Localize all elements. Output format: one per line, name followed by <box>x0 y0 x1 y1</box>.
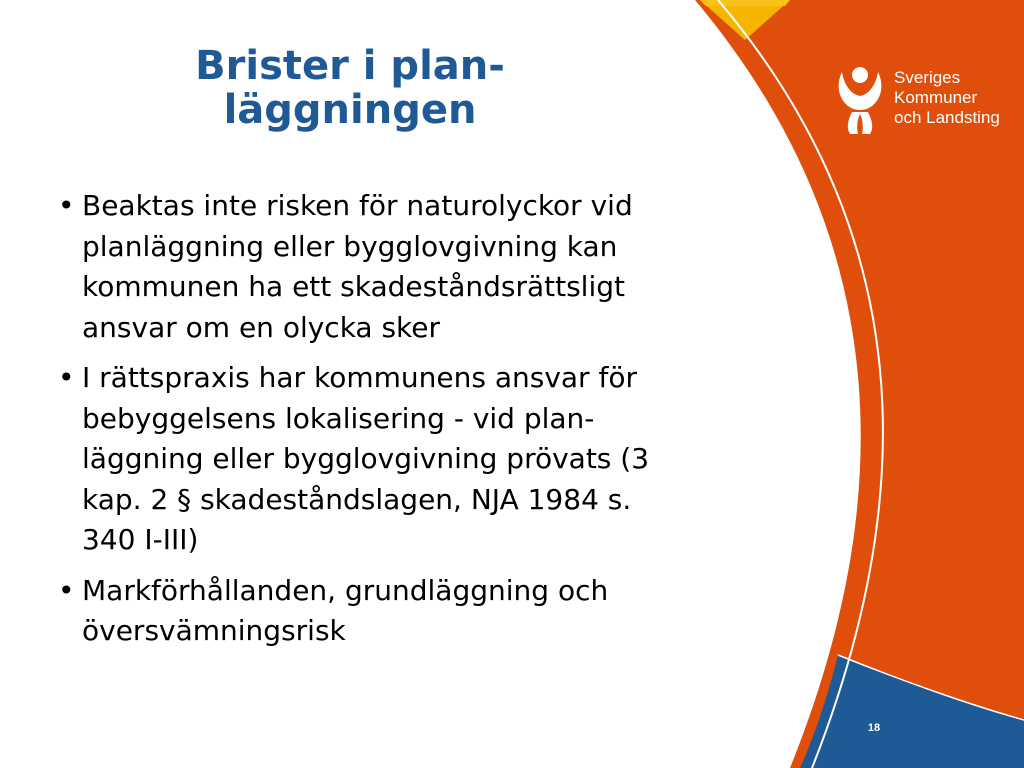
skl-emblem-icon <box>832 62 888 138</box>
bullet-text-line: planläggning eller bygglovgivning kan <box>82 229 618 263</box>
bullet-text-line: Beaktas inte risken för naturolyckor vid <box>82 189 633 222</box>
bullet-dot: • <box>58 361 75 394</box>
logo-text-line: Sveriges <box>894 68 961 87</box>
skl-logo <box>832 62 1000 138</box>
bullet-text-line: ansvar om en olycka sker <box>82 310 441 344</box>
logo-text <box>894 68 1000 128</box>
bullet-text-line: 340 I-III) <box>82 523 199 556</box>
bullet-item <box>58 186 778 348</box>
logo-text-line: och Landsting <box>894 108 1000 127</box>
title-line: läggningen <box>223 87 477 133</box>
slide-title <box>150 44 550 132</box>
bullet-text-line: kommunen ha ett skadeståndsrättsligt <box>82 270 625 303</box>
bullet-text-line: bebyggelsens lokalisering - vid plan- <box>82 401 595 435</box>
bullet-text-line: Markförhållanden, grundläggning och <box>82 573 609 607</box>
bullet-item <box>58 358 778 561</box>
bullet-dot: • <box>58 573 75 607</box>
bullet-dot: • <box>58 189 75 222</box>
title-line: Brister i plan- <box>195 43 505 89</box>
bullet-item <box>58 571 778 652</box>
logo-text-line: Kommuner <box>894 88 978 107</box>
yellow-edge <box>700 0 790 6</box>
bullet-text-line: läggning eller bygglovgivning prövats (3 <box>82 442 650 475</box>
bullet-text-line: I rättspraxis har kommunens ansvar för <box>82 361 637 394</box>
page-number: 18 <box>867 722 881 734</box>
bullet-list <box>58 186 778 662</box>
bullet-text-line: kap. 2 § skadeståndslagen, NJA 1984 s. <box>82 482 632 516</box>
bullet-text-line: översvämningsrisk <box>82 614 346 647</box>
